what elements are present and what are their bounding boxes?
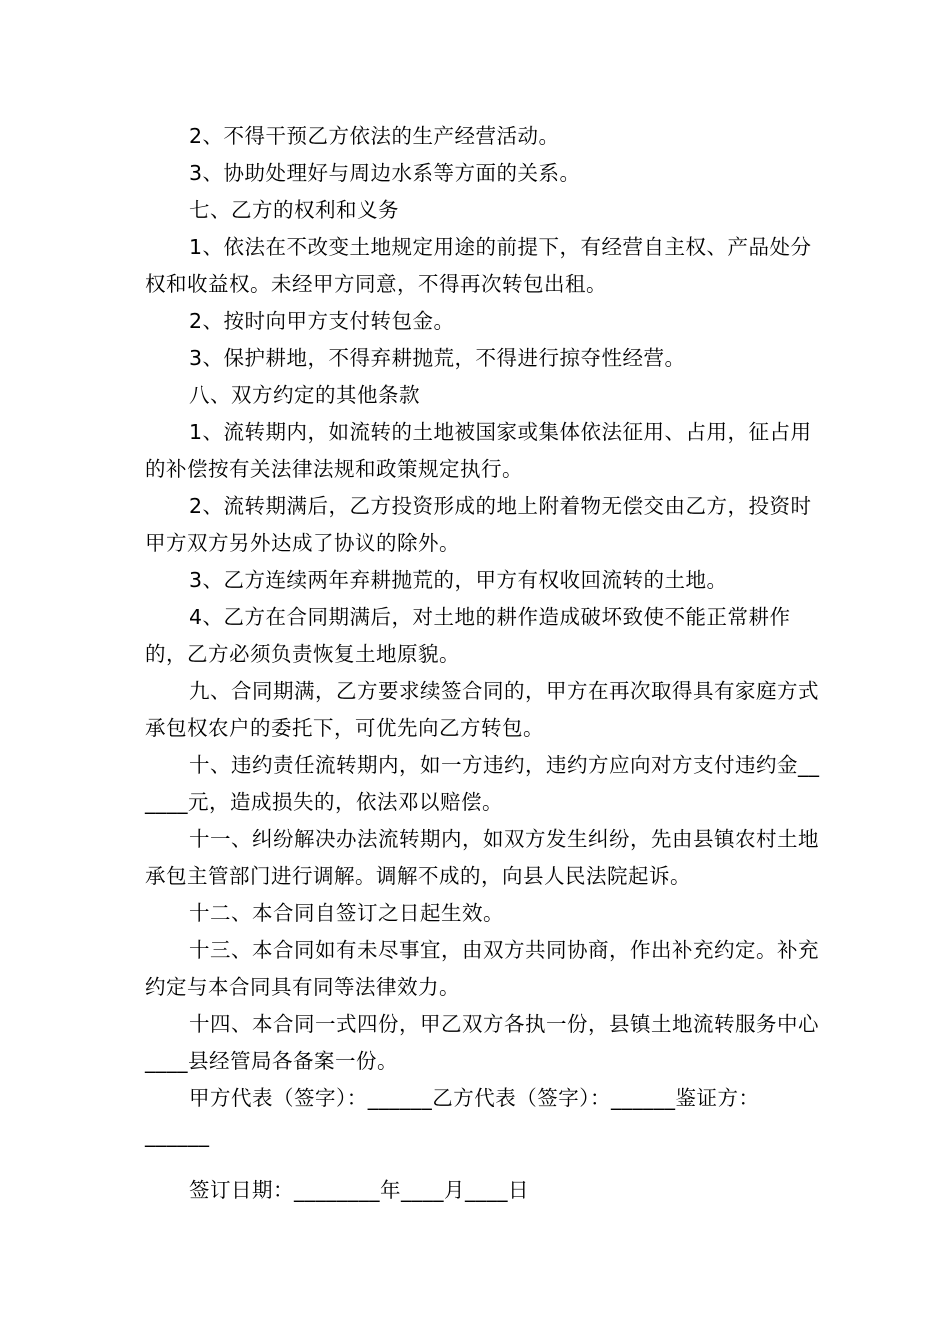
paragraph: 十、违约责任流转期内，如一方违约，违约方应向对方支付违约金______元，造成损失的，依法邓以赔偿。 <box>145 753 820 814</box>
section-heading: 八、双方约定的其他条款 <box>189 383 420 407</box>
paragraph: 1、流转期内，如流转的土地被国家或集体依法征用、占用，征占用的补偿按有关法律法规和政策规定执行。 <box>145 420 812 481</box>
paragraph: 3、保护耕地，不得弃耕抛荒，不得进行掠夺性经营。 <box>189 346 686 370</box>
section-heading: 七、乙方的权利和义务 <box>189 198 399 222</box>
paragraph: 3、乙方连续两年弃耕抛荒的，甲方有权收回流转的土地。 <box>189 568 728 592</box>
signing-date: 签订日期：________年____月____日 <box>189 1178 529 1202</box>
signature-blank: ______ <box>145 1123 210 1147</box>
signature-line: 甲方代表（签字）：______乙方代表（签字）：______鉴证方： <box>189 1086 760 1110</box>
paragraph: 十二、本合同自签订之日起生效。 <box>189 901 504 925</box>
paragraph: 2、按时向甲方支付转包金。 <box>189 309 455 333</box>
paragraph: 十三、本合同如有未尽事宜，由双方共同协商，作出补充约定。补充约定与本合同具有同等法律效力。 <box>145 938 819 999</box>
paragraph: 2、不得干预乙方依法的生产经营活动。 <box>189 124 560 148</box>
paragraph: 3、协助处理好与周边水系等方面的关系。 <box>189 161 581 185</box>
paragraph: 1、依法在不改变土地规定用途的前提下，有经营自主权、产品处分权和收益权。未经甲方同意，不得再次转包出租。 <box>145 235 812 296</box>
document-body <box>145 118 825 1209</box>
paragraph: 4、乙方在合同期满后，对土地的耕作造成破坏致使不能正常耕作的，乙方必须负责恢复土地原貌。 <box>145 605 791 666</box>
paragraph: 2、流转期满后，乙方投资形成的地上附着物无偿交由乙方，投资时甲方双方另外达成了协议的除外。 <box>145 494 812 555</box>
paragraph: 九、合同期满，乙方要求续签合同的，甲方在再次取得具有家庭方式承包权农户的委托下，可优先向乙方转包。 <box>145 679 819 740</box>
paragraph: 十四、本合同一式四份，甲乙双方各执一份，县镇土地流转服务中心____县经管局各备案一份。 <box>145 1012 819 1073</box>
paragraph: 十一、纠纷解决办法流转期内，如双方发生纠纷，先由县镇农村土地承包主管部门进行调解。调解不成的，向县人民法院起诉。 <box>145 827 819 888</box>
